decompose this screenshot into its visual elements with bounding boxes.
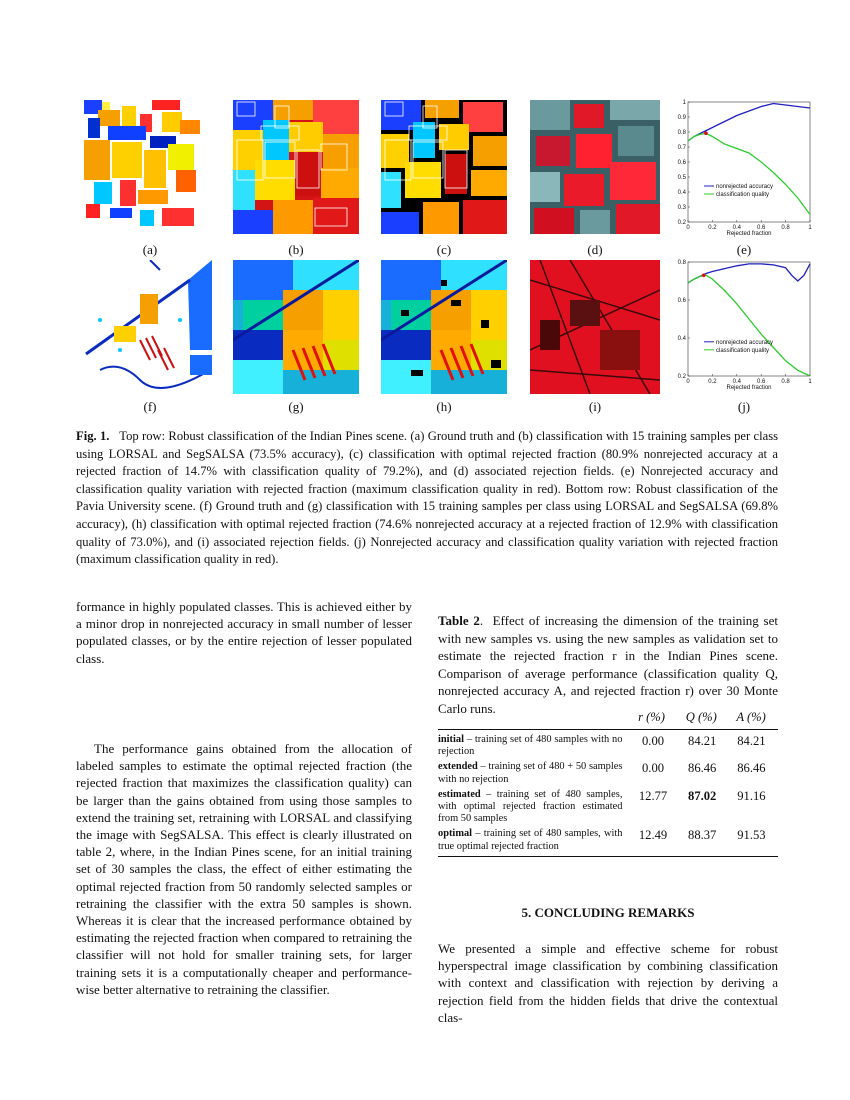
panel-label-b: (b) xyxy=(288,242,304,257)
cell-q: 84.21 xyxy=(688,734,717,748)
max-quality-point xyxy=(704,131,708,135)
plot-frame xyxy=(688,102,810,222)
table2-header-row xyxy=(438,710,776,729)
x-tick-label: 0 xyxy=(686,225,690,231)
panel-c-rejection-classification-image xyxy=(381,100,507,234)
panel-label-g: (g) xyxy=(288,399,304,414)
y-tick-label: 0.4 xyxy=(677,190,686,196)
x-tick-label: 0.8 xyxy=(781,225,790,231)
y-tick-label: 0.6 xyxy=(677,298,686,304)
x-tick-label: 0.6 xyxy=(757,225,766,231)
table-row xyxy=(438,786,776,826)
table2-header-q: Q (%) xyxy=(685,710,717,724)
panel-label-e: (e) xyxy=(736,242,752,257)
panel-a-ground-truth-image xyxy=(80,100,205,232)
left-column xyxy=(76,598,412,667)
x-tick-label: 1 xyxy=(808,225,812,231)
table2 xyxy=(438,710,778,857)
panel-j-line-chart xyxy=(676,256,818,396)
y-tick-label: 0.5 xyxy=(677,175,686,181)
section5-paragraph: We presented a simple and effective scheme for robust hyperspectral image classification by combining classification with context and classification with rejection by deriving a rejection field from the hidden fields that drive the contextual clas- xyxy=(438,941,778,1025)
panel-d-rejection-fields-image xyxy=(530,100,660,234)
panel-label-f: (f) xyxy=(143,399,157,414)
panel-label-d: (d) xyxy=(587,242,603,257)
table2-caption: Table 2. Effect of increasing the dimension of the training set with new samples vs. using the new samples as validation set to estimate the rejected fraction r in the Indian Pines scene. Comparison of average performance (classification quality Q, nonrejected accuracy A, and rejected fraction r) over 30 Monte Carlo runs. xyxy=(438,613,778,716)
y-tick-label: 0.2 xyxy=(677,220,686,226)
y-tick-label: 0.8 xyxy=(677,260,686,266)
x-tick-label: 0.2 xyxy=(708,379,717,385)
panel-h-rejection-classification-image xyxy=(381,260,507,394)
table2-header-a: A (%) xyxy=(736,710,766,724)
panel-label-i: (i) xyxy=(588,399,602,414)
y-tick-label: 0.7 xyxy=(677,145,686,151)
panel-label-h: (h) xyxy=(436,399,452,414)
x-tick-label: 0 xyxy=(686,379,690,385)
left-column-lower xyxy=(76,740,412,998)
cell-a: 91.16 xyxy=(737,788,766,803)
legend-label: classification quality xyxy=(716,192,770,198)
y-tick-label: 0.8 xyxy=(677,130,686,136)
row-name-extended: extended xyxy=(438,761,478,773)
y-tick-label: 0.4 xyxy=(677,336,686,342)
left-paragraph-2: The performance gains obtained from the allocation of labeled samples to estimate the optimal rejected fraction (the rejected fraction that maximizes the classification quality) can be larger than the gains obtained from using those samples to extend the training set, retraining with LORSAL and classifying the image with SegSALSA. This effect is clearly illustrated on table 2, where, in the Indian Pines scene, for an initial training set of 30 samples the class, the effect of either estimating the optimal rejected fraction from 50 randomly selected samples or retraining the classifier with the extra 50 samples is shown. Whereas it is clear that the increased performance obtained by estimating the rejected fraction when compared to retraining the classifier will not hold for smaller training sets, for larger training sets it is a computationally cheaper and performance-wise better alternative to retraining the classifier. xyxy=(76,741,412,997)
y-tick-label: 1 xyxy=(682,100,686,106)
table-row xyxy=(438,758,776,785)
panel-label-j: (j) xyxy=(737,399,751,414)
panel-label-a: (a) xyxy=(142,242,158,257)
x-axis-label: Rejected fraction xyxy=(726,231,772,237)
legend-label: classification quality xyxy=(716,347,770,354)
chart-e-svg xyxy=(676,96,818,242)
cell-q: 86.46 xyxy=(688,761,717,776)
left-paragraph-1: formance in highly populated classes. This is achieved either by a minor drop in nonrejected accuracy in small number of lesser populated classes, or by the entire rejection of lesser populated class. xyxy=(76,599,412,666)
row-desc: – training set of 480 samples with no rejection xyxy=(438,734,623,758)
table-row xyxy=(438,734,776,758)
figure-caption: Fig. 1. Top row: Robust classification of the Indian Pines scene. (a) Ground truth and (b) classification with 15 training samples per class using LORSAL and SegSALSA (73.5% accuracy), (c) classification with optimal rejected fraction (80.9% nonrejected accuracy at a rejected fraction of 14.7% with classification quality of 79.2%), and (d) associated rejection fields. (e) Nonrejected accuracy and classification quality variation with rejected fraction (maximum classification quality in red). Bottom row: Robust classification of the Pavia University scene. (f) Ground truth and (g) classification with 15 training samples per class using LORSAL and SegSALSA (69.8% accuracy), (h) classification with optimal rejected fraction (74.6% nonrejected accuracy at a rejected fraction of 12.9% with classification quality of 73.0%), and (i) associated rejection fields. (j) Nonrejected accuracy and classification quality variation with rejected fraction (maximum classification quality in red). xyxy=(76,429,779,567)
x-tick-label: 0.4 xyxy=(732,225,741,231)
cell-r: 12.49 xyxy=(638,828,668,843)
panel-g-classification-image xyxy=(233,260,359,394)
table2-caption-text: Effect of increasing the dimension of the training set with new samples vs. using the new samples as validation set to estimate the rejected fraction r in the Indian Pines scene. Comparison of average performance (classification quality Q, nonrejected accuracy A, and rejected fraction r) over 30 Monte Carlo runs. xyxy=(438,613,778,716)
max-quality-point xyxy=(702,274,706,278)
y-tick-label: 0.3 xyxy=(677,205,686,211)
table-row xyxy=(438,825,776,852)
figure-caption-text: Top row: Robust classification of the Indian Pines scene. (a) Ground truth and (b) classification with 15 training samples per class using LORSAL and SegSALSA (73.5% accuracy), (c) classification with optimal rejected fraction (80.9% nonrejected accuracy at a rejected fraction of 14.7% with classification quality of 79.2%), and (d) associated rejection fields. (e) Nonrejected accuracy and classification quality variation with rejected fraction (maximum classification quality in red). Bottom row: Robust classification of the Pavia University scene. (f) Ground truth and (g) classification with 15 training samples per class using LORSAL and SegSALSA (69.8% accuracy), (h) classification with optimal rejected fraction (74.6% nonrejected accuracy at a rejected fraction of 12.9% with classification quality of 73.0%), and (i) associated rejection fields. (j) Nonrejected accuracy and classification quality variation with rejected fraction (maximum classification quality in red). xyxy=(76,429,779,567)
section-heading: 5. CONCLUDING REMARKS xyxy=(521,905,695,920)
x-tick-label: 0.4 xyxy=(732,379,741,385)
cell-q: 88.37 xyxy=(688,828,717,843)
cell-a: 84.21 xyxy=(737,734,766,748)
row-name-estimated: estimated xyxy=(438,788,481,800)
cell-a: 86.46 xyxy=(737,761,766,776)
panel-b-classification-image xyxy=(233,100,359,234)
row-desc: – training set of 480 samples, with optimal rejected fraction estimated from 50 samples xyxy=(438,788,623,825)
legend-label: nonrejected accuracy xyxy=(716,339,774,346)
row-desc: – training set of 480 samples, with true optimal rejected fraction xyxy=(438,828,623,852)
cell-r: 0.00 xyxy=(642,761,665,776)
row-name-optimal: optimal xyxy=(438,828,473,840)
figure-caption-label: Fig. 1 xyxy=(76,429,107,443)
y-tick-label: 0.2 xyxy=(677,374,686,380)
x-tick-label: 1 xyxy=(808,379,812,385)
y-tick-label: 0.6 xyxy=(677,160,686,166)
table2-header-r: r (%) xyxy=(638,710,665,724)
panel-label-c: (c) xyxy=(436,242,452,257)
panel-f-ground-truth-image xyxy=(80,260,212,394)
chart-j-svg xyxy=(676,256,818,396)
x-axis-label: Rejected fraction xyxy=(726,385,772,391)
panel-i-rejection-fields-image xyxy=(530,260,660,394)
row-desc: – training set of 480 + 50 samples with no rejection xyxy=(438,761,623,785)
cell-a: 91.53 xyxy=(737,828,766,843)
table2-label: Table 2 xyxy=(438,613,480,628)
panel-e-line-chart xyxy=(676,96,818,242)
cell-q-best: 87.02 xyxy=(688,788,717,803)
cell-r: 0.00 xyxy=(642,734,665,748)
cell-r: 12.77 xyxy=(638,788,668,803)
x-tick-label: 0.2 xyxy=(708,225,717,231)
legend-label: nonrejected accuracy xyxy=(716,184,774,190)
y-tick-label: 0.9 xyxy=(677,115,686,121)
row-name-initial: initial xyxy=(438,734,464,745)
x-tick-label: 0.6 xyxy=(757,379,766,385)
x-tick-label: 0.8 xyxy=(781,379,790,385)
